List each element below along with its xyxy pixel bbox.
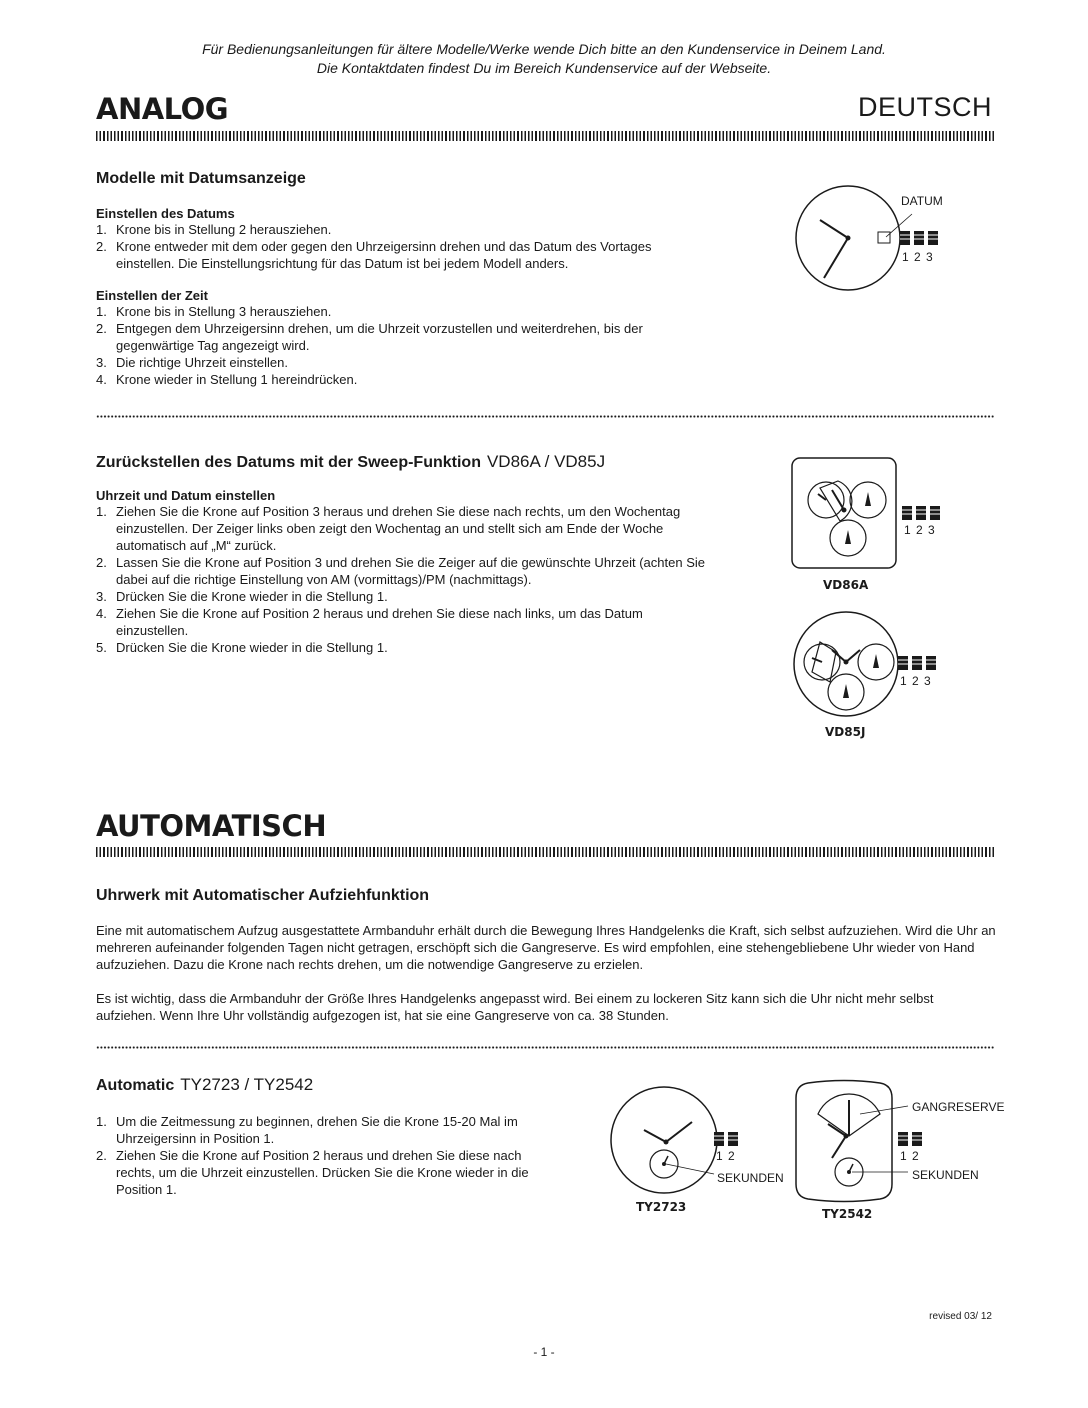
ty2542-caption: TY2542 — [822, 1207, 873, 1221]
movement-paragraph-2: Es ist wichtig, dass die Armbanduhr der Größe Ihres Handgelenks angepasst wird. Bei einem zu lockeren Sitz kann sich die Uhr nicht mehr selbst aufziehen. Wenn Ihre Uhr vollständig aufgezogen ist, hat sie eine Gangreserve von ca. 38 Stunden. — [96, 991, 934, 1023]
sweep-steps — [96, 503, 706, 656]
crown-icon — [898, 1132, 922, 1146]
date-window — [878, 232, 890, 243]
auto-models-title: Automatic TY2723 / TY2542 — [96, 1075, 314, 1094]
vd86a-diagram — [792, 458, 952, 578]
page-number: - 1 - — [533, 1345, 555, 1359]
customer-service-notice — [0, 40, 1088, 78]
list-item: 3. Die richtige Uhrzeit einstellen. — [96, 355, 288, 370]
revision-note: revised 03/ 12 — [929, 1311, 992, 1322]
crown-positions: 1 2 3 — [902, 250, 934, 264]
list-item: 4. Ziehen Sie die Krone auf Position 2 heraus und drehen Sie diese nach links, um das Datum einzustellen. — [96, 606, 643, 638]
list-item: 3. Drücken Sie die Krone wieder in die Stellung 1. — [96, 589, 388, 604]
ty2542-diagram — [796, 1080, 956, 1206]
crown-positions: 1 2 — [716, 1149, 736, 1163]
set-time-steps — [96, 303, 706, 388]
power-reserve-label: GANGRESERVE — [912, 1100, 1005, 1114]
sweep-subtitle: Uhrzeit und Datum einstellen — [96, 488, 276, 503]
language-label: DEUTSCH — [857, 92, 992, 122]
heading-rule — [96, 131, 994, 141]
minute-hand — [832, 1136, 846, 1158]
automatic-heading: AUTOMATISCH — [96, 809, 327, 843]
heading-rule — [96, 847, 994, 857]
notice-line-2: Die Kontaktdaten findest Du im Bereich Kundenservice auf der Webseite. — [316, 60, 772, 76]
power-reserve-leader — [860, 1106, 908, 1114]
sweep-models: VD86A / VD85J — [486, 452, 606, 471]
notice-line-1: Für Bedienungsanleitungen für ältere Modelle/Werke wende Dich bitte an den Kundenservice in Deinem Land. — [202, 41, 886, 57]
seconds-label: SEKUNDEN — [912, 1168, 979, 1182]
hour-hand — [828, 1124, 846, 1136]
vd86a-caption: VD86A — [823, 578, 869, 592]
sweep-instructions — [96, 488, 706, 656]
date-models-instructions — [96, 206, 706, 388]
section-divider — [96, 1046, 994, 1049]
minute-hand — [824, 238, 848, 278]
list-item: 2. Entgegen dem Uhrzeigersinn drehen, um die Uhrzeit vorzustellen und weiterdrehen, bis der gegenwärtige Tag angezeigt wird. — [96, 321, 643, 353]
list-item: 4. Krone wieder in Stellung 1 hereindrücken. — [96, 372, 358, 387]
analog-heading: ANALOG — [96, 92, 229, 126]
seconds-leader — [666, 1164, 714, 1174]
hour-hand — [644, 1130, 666, 1142]
set-date-subtitle: Einstellen des Datums — [96, 206, 235, 221]
list-item: 1. Um die Zeitmessung zu beginnen, drehen Sie die Krone 15-20 Mal im Uhrzeigersinn in Position 1. — [96, 1114, 518, 1146]
vd85j-caption: VD85J — [825, 725, 866, 739]
crown-positions: 1 2 — [900, 1149, 920, 1163]
hour-hand — [820, 220, 848, 238]
auto-models-instructions — [96, 1113, 546, 1198]
movement-title: Uhrwerk mit Automatischer Aufziehfunktion — [96, 887, 430, 904]
list-item: 2. Ziehen Sie die Krone auf Position 2 heraus und drehen Sie diese nach rechts, um die Uhrzeit einzustellen. Drücken Sie die Krone wieder in die Position 1. — [96, 1148, 529, 1197]
list-item: 2. Krone entweder mit dem oder gegen den Uhrzeigersinn drehen und das Datum des Vortages einstellen. Die Einstellungsrichtung für das Datum ist bei jedem Modell anders. — [96, 239, 652, 271]
auto-steps — [96, 1113, 546, 1198]
sweep-title: Zurückstellen des Datums mit der Sweep-Funktion VD86A / VD85J — [96, 452, 606, 471]
auto-models-list: TY2723 / TY2542 — [180, 1075, 314, 1094]
list-item: 1. Krone bis in Stellung 3 herausziehen. — [96, 304, 332, 319]
date-models-title: Modelle mit Datumsanzeige — [96, 170, 306, 187]
crown-icon — [902, 506, 940, 520]
minute-hand — [666, 1122, 692, 1142]
ty2723-caption: TY2723 — [636, 1200, 687, 1214]
vd85j-diagram — [790, 612, 950, 724]
section-divider — [96, 415, 994, 418]
set-date-steps — [96, 221, 706, 272]
list-item: 5. Drücken Sie die Krone wieder in die Stellung 1. — [96, 640, 388, 655]
movement-body — [96, 922, 996, 1024]
datum-label: DATUM — [901, 194, 943, 208]
crown-icon — [900, 231, 938, 245]
movement-paragraph-1: Eine mit automatischem Aufzug ausgestattete Armbanduhr erhält durch die Bewegung Ihres Handgelenks die Kraft, sich selbst aufzuziehen. Wird die Uhr an mehreren aufeinander folgenden Tagen nicht getragen, erschöpft sich die Gangreserve. Es wird empfohlen, eine stehengebliebene Uhr wieder von Hand aufzuziehen. Dazu die Krone nach rechts drehen, um die notwendige Gangreserve zu erzielen. — [96, 923, 996, 972]
list-item: 1. Krone bis in Stellung 2 herausziehen. — [96, 222, 332, 237]
crown-icon — [898, 656, 936, 670]
crown-positions: 1 2 3 — [904, 523, 936, 537]
seconds-label: SEKUNDEN — [717, 1171, 784, 1185]
set-time-subtitle: Einstellen der Zeit — [96, 288, 208, 303]
crown-positions: 1 2 3 — [900, 674, 932, 688]
list-item: 2. Lassen Sie die Krone auf Position 3 und drehen Sie die Zeiger auf die gewünschte Uhrzeit (achten Sie dabei auf die richtige Einstellung von AM (vormittags)/PM (nachmittags). — [96, 555, 705, 587]
crown-icon — [714, 1132, 738, 1146]
list-item: 1. Ziehen Sie die Krone auf Position 3 heraus und drehen Sie diese nach rechts, um den Wochentag einzustellen. Der Zeiger links oben zeigt den Wochentag an und stellt sich am Ende der Woche automatisch auf „M“ zurück. — [96, 504, 681, 553]
